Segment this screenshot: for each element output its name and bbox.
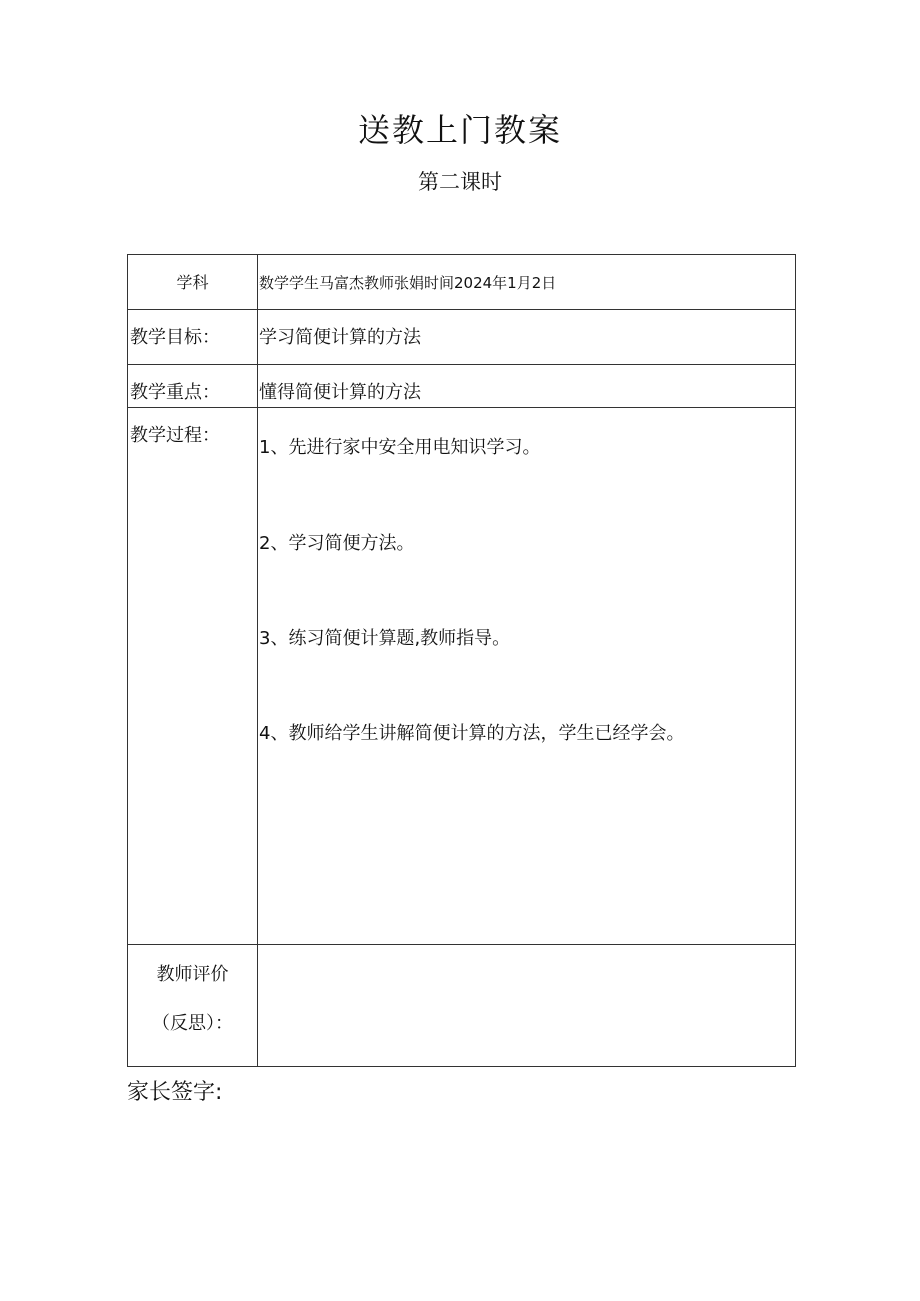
page-title: 送教上门教案 xyxy=(357,111,562,149)
evaluation-label-line2: （反思）： xyxy=(152,1013,233,1034)
process-step: 3、练习简便计算题,教师指导。 xyxy=(259,628,511,649)
focus-label: 教学重点： xyxy=(130,382,220,403)
process-label: 教学过程： xyxy=(130,425,220,446)
parent-signature-label: 家长签字: xyxy=(127,1080,223,1105)
subject-row xyxy=(128,255,795,310)
subject-label: 学科 xyxy=(176,273,209,292)
focus-row xyxy=(128,365,795,408)
lesson-plan-table xyxy=(127,254,796,1067)
focus-value: 懂得简便计算的方法 xyxy=(259,382,421,403)
process-row xyxy=(128,408,795,945)
goal-label: 教学目标： xyxy=(130,327,220,348)
evaluation-row xyxy=(128,945,795,1065)
subject-value: 数学学生马富杰教师张娟时间2024年1月2日 xyxy=(259,274,557,292)
page-subtitle: 第二课时 xyxy=(418,170,502,194)
process-step: 4、教师给学生讲解简便计算的方法，学生已经学会。 xyxy=(259,723,685,744)
goal-value: 学习简便计算的方法 xyxy=(259,327,421,348)
evaluation-label-line1: 教师评价 xyxy=(156,964,229,985)
goal-row xyxy=(128,310,795,365)
process-step: 2、学习简便方法。 xyxy=(259,533,415,554)
process-step: 1、先进行家中安全用电知识学习。 xyxy=(259,437,541,458)
